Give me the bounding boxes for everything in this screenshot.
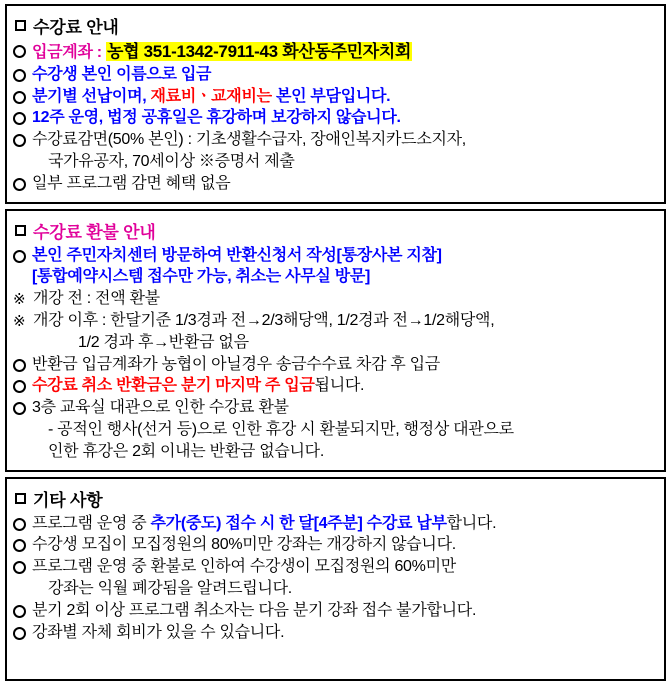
notice-text — [32, 267, 370, 288]
notice-line — [13, 174, 658, 195]
circle-bullet-icon — [13, 359, 26, 372]
notice-text — [32, 174, 230, 195]
text-run: 법정 공휴일은 휴강하며 보강하지 않습니다. — [107, 109, 401, 127]
notice-text — [32, 398, 289, 419]
notice-text — [32, 376, 364, 397]
text-run: 수강료감면(50% 본인) : 기초생활수급자, 장애인복지카드소지자, — [32, 131, 466, 149]
text-run: 수강생 본인 이름으로 입금 — [32, 65, 212, 83]
text-run: 분기별 선납이며, — [32, 87, 151, 105]
notice-text — [32, 557, 456, 578]
notice-line — [13, 557, 658, 578]
notice-text — [33, 289, 160, 310]
text-run: 1/2 경과 후→반환금 없음 — [78, 333, 249, 351]
section-header — [15, 13, 658, 38]
text-run: 개강 전 : 전액 환불 — [33, 290, 160, 308]
circle-bullet-icon — [13, 561, 26, 574]
notice-text — [78, 333, 249, 354]
notice-text — [48, 442, 324, 463]
circle-bullet-icon — [13, 380, 26, 393]
text-run: 12주 운영, — [32, 109, 108, 127]
notice-line — [13, 130, 658, 151]
text-run: 본인 주민자치센터 방문하여 반환신청서 작성[통장사본 지참] — [32, 246, 442, 264]
notice-line — [13, 535, 658, 556]
notice-line — [13, 376, 658, 397]
circle-bullet-icon — [13, 69, 26, 82]
text-run: [통합예약시스템 접수만 가능, 취소는 사무실 방문] — [32, 268, 371, 286]
notice-line — [13, 579, 658, 600]
notice-text — [32, 355, 440, 376]
text-run: 수강료 취소 — [32, 377, 117, 395]
notice-line — [13, 514, 658, 535]
circle-bullet-icon — [13, 605, 26, 618]
section-other-info — [5, 477, 666, 681]
notice-text — [48, 152, 295, 173]
notice-text — [33, 311, 494, 332]
notice-text — [32, 246, 442, 267]
text-run: 반환금은 분기 마지막 주 입금 — [116, 377, 315, 395]
section-title: 수강료 안내 — [33, 18, 119, 37]
circle-bullet-icon — [13, 402, 26, 415]
text-run: 합니다. — [446, 514, 497, 532]
notice-line — [13, 398, 658, 419]
text-run: - 공적인 행사(선거 등)으로 인한 휴강 시 환불되지만, 행정상 대관으로 — [48, 420, 514, 438]
notice-text — [32, 623, 284, 644]
circle-bullet-icon — [13, 134, 26, 147]
text-run: 인한 휴강은 2회 이내는 반환금 없습니다. — [48, 442, 324, 460]
circle-bullet-icon — [13, 518, 26, 531]
notice-line — [13, 41, 658, 64]
square-bullet-icon — [15, 20, 26, 31]
section-tuition-info — [5, 4, 666, 204]
text-run: 됩니다. — [314, 377, 365, 395]
text-run: 강좌는 익월 폐강됨을 알려드립니다. — [48, 579, 292, 597]
circle-bullet-icon — [13, 178, 26, 191]
text-run: 재료비ㆍ교재비는 — [150, 87, 276, 105]
text-run: 수강생 모집이 모집정원의 80%미만 강좌는 개강하지 않습니다. — [32, 536, 456, 554]
notice-line — [13, 108, 658, 129]
text-run: 개강 이후 : 한달기준 1/3경과 전→2/3해당액, 1/2경과 전→1/2해당액, — [33, 311, 495, 329]
text-run: 프로그램 운영 중 환불로 인하여 수강생이 모집정원의 60%미만 — [32, 558, 456, 576]
text-run: 강좌별 자체 회비가 있을 수 있습니다. — [32, 623, 285, 641]
notice-line — [13, 442, 658, 463]
notice-line — [13, 601, 658, 622]
circle-bullet-icon — [13, 627, 26, 640]
section-header — [15, 486, 658, 511]
square-bullet-icon — [15, 225, 26, 236]
notice-line — [13, 267, 658, 288]
text-run: 추가(중도) 접수 시 한 달[4주분] 수강료 납부 — [150, 514, 447, 532]
text-run: 분기 2회 이상 프로그램 취소자는 다음 분기 강좌 접수 불가합니다. — [32, 601, 477, 619]
notice-text — [32, 108, 401, 129]
text-run: 본인 부담입니다. — [275, 87, 391, 105]
notice-line — [13, 152, 658, 173]
notice-line — [13, 289, 658, 310]
notice-line — [13, 420, 658, 441]
notice-text — [32, 65, 211, 86]
notice-text — [32, 601, 476, 622]
notice-line — [13, 65, 658, 86]
text-run: 입금계좌 : — [32, 44, 106, 61]
notice-line — [13, 246, 658, 267]
notice-text — [32, 535, 456, 556]
circle-bullet-icon — [13, 250, 26, 263]
notice-line — [13, 311, 658, 332]
notice-line — [13, 87, 658, 108]
notice-line — [13, 355, 658, 376]
notice-line — [13, 623, 658, 644]
text-run: 국가유공자, 70세이상 ※증명서 제출 — [48, 152, 295, 170]
star-bullet-icon: ※ — [13, 291, 26, 309]
notice-line — [13, 333, 658, 354]
star-bullet-icon: ※ — [13, 312, 26, 330]
circle-bullet-icon — [13, 112, 26, 125]
text-run: 농협 351-1342-7911-43 화산동주민자치회 — [106, 42, 412, 61]
notice-text — [48, 420, 514, 441]
text-run: 3층 교육실 대관으로 인한 수강료 환불 — [32, 399, 289, 417]
square-bullet-icon — [15, 493, 26, 504]
circle-bullet-icon — [13, 45, 26, 58]
circle-bullet-icon — [13, 539, 26, 552]
notice-text — [32, 41, 412, 64]
circle-bullet-icon — [13, 91, 26, 104]
notice-text — [32, 514, 496, 535]
text-run: 프로그램 운영 중 — [32, 514, 151, 532]
text-run: 반환금 입금계좌가 농협이 아닐경우 송금수수료 차감 후 입금 — [32, 355, 440, 373]
section-title: 기타 사항 — [33, 490, 103, 510]
section-header — [15, 218, 658, 243]
notice-text — [32, 87, 390, 108]
text-run: 일부 프로그램 감면 혜택 없음 — [32, 174, 231, 192]
section-title: 수강료 환불 안내 — [33, 222, 156, 242]
section-refund-info — [5, 209, 666, 472]
notice-text — [32, 130, 466, 151]
notice-text — [48, 579, 292, 600]
